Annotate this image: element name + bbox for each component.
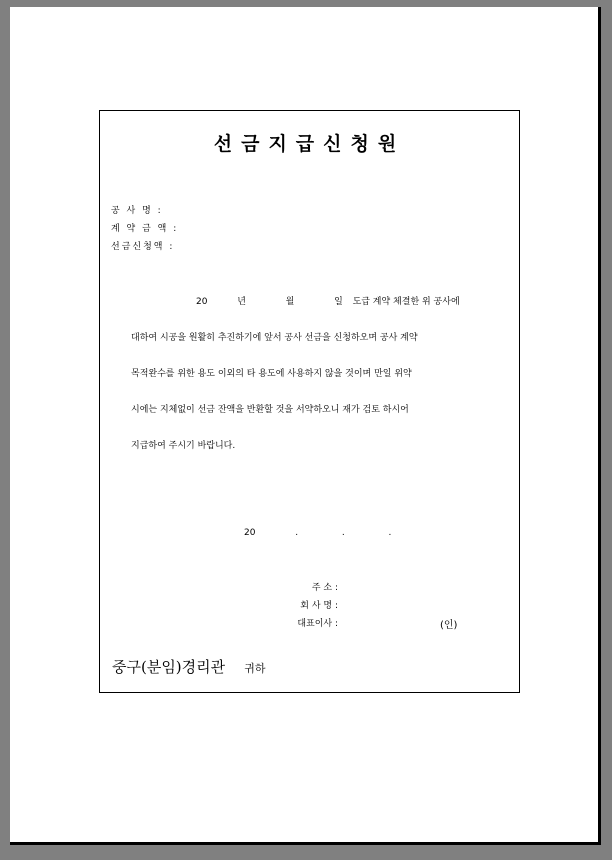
- field-label: 계 약 금 액 :: [111, 224, 179, 234]
- body-line: 대하여 시공을 원활히 추진하기에 앞서 공사 선금을 신청하오며 공사 계약: [131, 333, 418, 343]
- signature-company: [286, 598, 341, 611]
- year-prefix: 20: [196, 297, 208, 307]
- field-advance-amount: [111, 239, 189, 252]
- recipient-name: 중구(분임)경리관: [112, 658, 226, 676]
- seal-mark: (인): [440, 620, 458, 631]
- date-separator: .: [388, 528, 392, 538]
- application-form: [99, 110, 520, 693]
- field-label: 공 사 명 :: [111, 206, 163, 216]
- body-text: 도급 계약 체결한 위 공사에: [352, 297, 460, 307]
- body-line: 목적완수를 위한 용도 이외의 타 용도에 사용하지 않을 것이며 만일 위약: [131, 369, 412, 379]
- field-label: 선금신청액 :: [111, 242, 175, 252]
- date-separator: .: [341, 528, 345, 538]
- date-year-prefix: 20: [244, 528, 256, 538]
- recipient-honorific: 귀하: [244, 662, 266, 675]
- signature-label: 회 사 명 :: [300, 601, 338, 611]
- document-page: [10, 7, 601, 845]
- signature-ceo: [286, 616, 341, 629]
- body-line: 시에는 지체없이 선금 잔액을 반환할 것을 서약하오니 재가 검토 하시어: [131, 405, 409, 415]
- document-title: 선금지급신청원: [213, 133, 406, 155]
- field-contract-amount: [111, 221, 189, 234]
- body-first-line: [196, 294, 460, 307]
- recipient: [112, 656, 266, 677]
- body-line: 지급하여 주시기 바랍니다.: [131, 441, 236, 451]
- signature-label: 주 소 :: [311, 583, 338, 593]
- year-word: 년: [237, 297, 246, 307]
- day-word: 일: [334, 297, 343, 307]
- date-line: [244, 528, 391, 538]
- signature-label: 대표이사 :: [297, 619, 338, 629]
- month-word: 월: [285, 297, 295, 307]
- date-separator: .: [295, 528, 299, 538]
- field-project-name: [111, 203, 189, 216]
- signature-address: [286, 580, 341, 593]
